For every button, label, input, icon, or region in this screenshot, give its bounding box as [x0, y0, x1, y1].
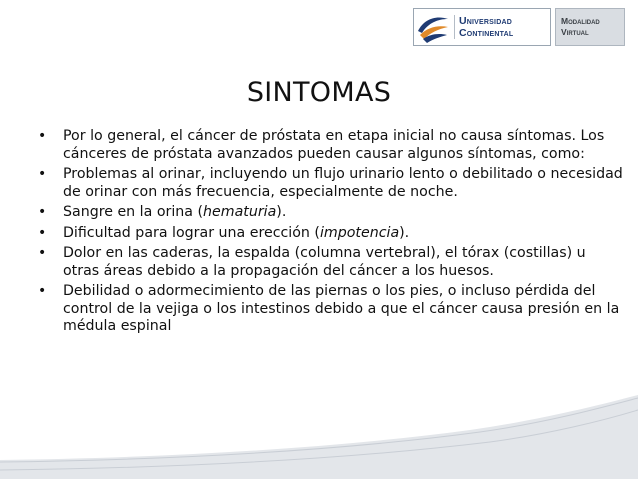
bullet-text-after: ).	[276, 204, 287, 220]
bullet-text: Debilidad o adormecimiento de las piernas o los pies, o incluso pérdida del control de la vejiga o los intestinos debido a que el cáncer causa presión en la médula espinal	[63, 283, 620, 334]
bullet-item	[38, 283, 623, 336]
university-logo	[413, 8, 625, 46]
university-name	[454, 15, 513, 39]
bullet-term: hematuria	[203, 204, 277, 220]
bottom-wave-decoration	[0, 380, 638, 479]
modality-badge	[555, 8, 625, 46]
bullet-term: impotencia	[319, 224, 400, 241]
bullet-item	[38, 245, 623, 280]
bullet-item	[38, 204, 623, 222]
wave-fill	[0, 395, 638, 479]
bullet-item	[38, 225, 623, 243]
bullet-text-before: Dificultad para lograr una erección (	[63, 224, 320, 241]
university-logo-box	[413, 8, 551, 46]
university-name-line2: Continental	[459, 27, 514, 39]
modality-line1: Modalidad	[561, 16, 600, 26]
bullet-text: Problemas al orinar, incluyendo un flujo urinario lento o debilitado o necesidad de orinar con más frecuencia, especialmente de noche.	[63, 166, 623, 200]
university-emblem-icon	[414, 9, 452, 45]
bullet-item	[38, 166, 623, 201]
modality-line2: Virtual	[561, 27, 589, 37]
bullet-text-before: Sangre en la orina (	[63, 204, 204, 220]
slide-title: SINTOMAS	[246, 77, 392, 108]
bullet-text: Dolor en las caderas, la espalda (columna vertebral), el tórax (costillas) u otras áreas debido a la propagación del cáncer a los huesos.	[63, 245, 586, 279]
bullet-text-after: ).	[399, 224, 410, 241]
bullet-text: Por lo general, el cáncer de próstata en etapa inicial no causa síntomas. Los cánceres de próstata avanzados pueden causar algunos síntomas, como:	[63, 128, 605, 162]
bullet-item	[38, 128, 623, 163]
university-name-line1: Universidad	[459, 15, 512, 27]
bullet-list	[38, 128, 623, 339]
